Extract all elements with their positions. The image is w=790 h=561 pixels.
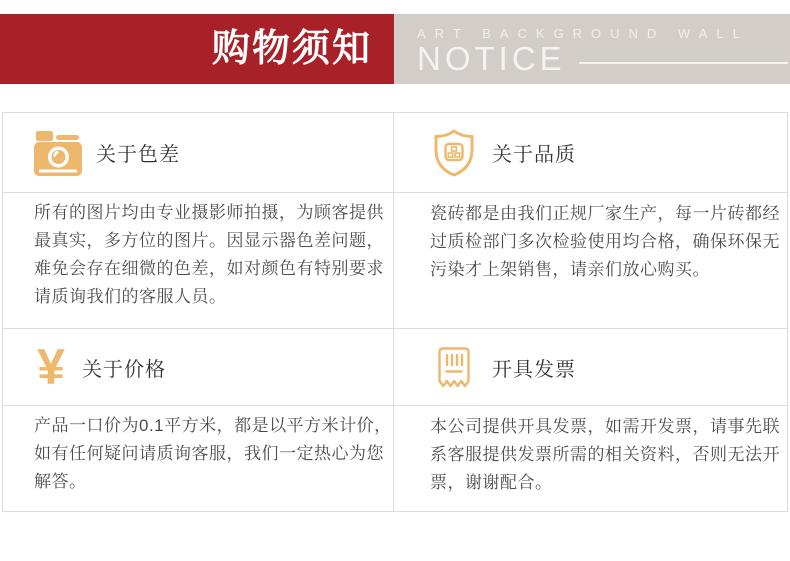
section-title-label: 关于色差 [96,144,180,166]
body-text-line: 瓷砖都是由我们正规厂家生产，每一片砖都经 [430,204,780,223]
page-title: 购物须知 [211,28,372,70]
section-title-price [3,328,393,405]
section-title-label: 关于品质 [492,144,576,166]
body-text-line: 票，谢谢配合。 [430,473,553,492]
receipt-icon [430,342,478,392]
section-body-quality [393,192,787,328]
body-text-line: 污染才上架销售，请亲们放心购买。 [430,260,710,279]
yen-glyph: ¥ [37,339,65,395]
notice-grid [2,112,788,512]
header-red-banner [0,14,394,84]
art-background-wall-text: ART BACKGROUND WALL [417,26,749,41]
body-text-line: 如有任何疑问请质询客服，我们一定热心为您 [34,444,384,463]
body-text-line: 本公司提供开具发票，如需开发票，请事先联 [430,417,780,436]
body-text-line: 请质询我们的客服人员。 [34,287,227,306]
notice-row [417,42,790,77]
section-title-label: 开具发票 [492,358,576,381]
body-text-line: 所有的图片均由专业摄影师拍摄，为顾客提供 [34,203,384,222]
section-body-color-difference [3,192,393,328]
header-gray-banner [394,14,790,84]
body-text-line: 过质检部门多次检验使用均合格，确保环保无 [430,232,780,251]
body-text-line: 解答。 [34,472,87,491]
section-title-invoice [393,328,787,405]
yen-icon [34,339,68,395]
notice-decor-line [579,62,788,64]
shield-icon [430,128,478,178]
notice-text: NOTICE [417,40,566,77]
section-body-price [3,405,393,511]
body-text-line: 产品一口价为0.1平方米，都是以平方米计价， [34,416,392,435]
section-title-color-difference [3,113,393,192]
body-text-line: 难免会存在细微的色差，如对颜色有特别要求 [34,259,384,278]
camera-icon [34,128,82,178]
section-title-label: 关于价格 [82,358,166,381]
body-text-line: 最真实，多方位的图片。因显示器色差问题， [34,231,384,250]
section-title-quality [393,113,787,192]
body-text-line: 系客服提供发票所需的相关资料，否则无法开 [430,445,780,464]
section-body-invoice [393,405,787,511]
